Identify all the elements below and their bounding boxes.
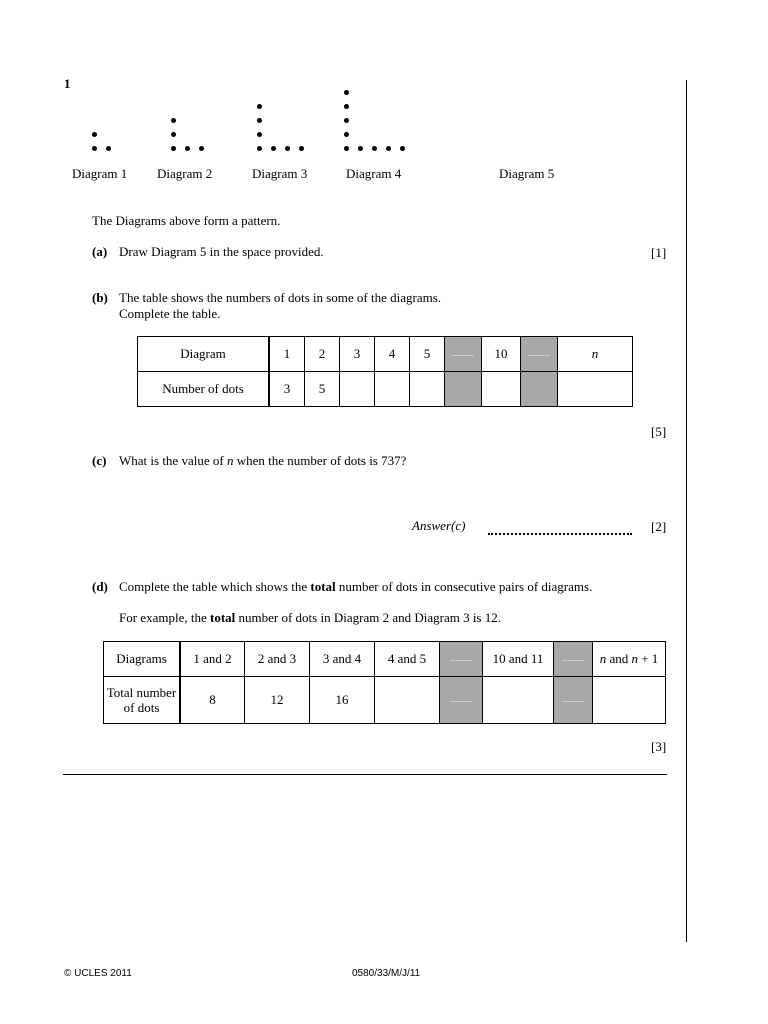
total-cell: 12 [245,677,310,724]
diagram-col: 10 [482,337,521,372]
part-a-text: Draw Diagram 5 in the space provided. [119,244,324,259]
footer-copyright: © UCLES 2011 [64,968,132,979]
question-number: 1 [64,76,71,91]
diagram-col-n: n [558,337,633,372]
table-header-number-of-dots: Number of dots [138,372,270,407]
diagram-5-label: Diagram 5 [499,166,555,181]
part-a-label: (a) [92,244,108,259]
pair-col-n: n and n + 1 [593,642,666,677]
part-a-marks: [1] [651,245,667,260]
answer-c-field[interactable] [488,530,632,535]
diagram-1-label: Diagram 1 [72,166,128,181]
table-header-total-dots: Total number of dots [104,677,181,724]
total-answer-cell[interactable] [483,677,554,724]
part-d-marks: [3] [651,739,667,754]
shaded-cell [521,372,558,407]
dots-cell: 3 [269,372,305,407]
part-d-text-2: For example, the total number of dots in Diagram 2 and Diagram 3 is 12. [119,610,501,625]
table-header-diagrams: Diagrams [104,642,181,677]
diagram-col: 1 [269,337,305,372]
pair-col: 4 and 5 [375,642,440,677]
total-answer-cell[interactable] [593,677,666,724]
pair-col: 3 and 4 [310,642,375,677]
part-d-label: (d) [92,579,108,594]
part-d-text-1: Complete the table which shows the total number of dots in consecutive pairs of diagrams. [119,579,593,594]
dots-answer-cell[interactable] [482,372,521,407]
diagram-col: 5 [410,337,445,372]
part-c-label: (c) [92,453,107,468]
totals-table [103,641,666,724]
section-divider [63,774,667,775]
diagram-col: 2 [305,337,340,372]
part-b-text-2: Complete the table. [119,306,221,321]
shaded-cell [554,642,593,677]
dots-cell: 5 [305,372,340,407]
total-cell: 16 [310,677,375,724]
shaded-cell [445,372,482,407]
answer-c-label: Answer(c) [412,518,466,533]
diagram-2-label: Diagram 2 [157,166,213,181]
shaded-cell [440,642,483,677]
diagram-col: 4 [375,337,410,372]
part-c-marks: [2] [651,519,667,534]
dots-answer-cell[interactable] [375,372,410,407]
dots-answer-cell[interactable] [340,372,375,407]
total-cell: 8 [180,677,245,724]
dots-answer-cell[interactable] [558,372,633,407]
pair-col: 2 and 3 [245,642,310,677]
right-margin-rule [686,80,687,942]
diagram-4-label: Diagram 4 [346,166,402,181]
dots-answer-cell[interactable] [410,372,445,407]
part-c-question: What is the value of n when the number of dots is 737? [119,453,407,468]
shaded-cell [521,337,558,372]
table-header-diagram: Diagram [138,337,270,372]
diagram-col: 3 [340,337,375,372]
total-answer-cell[interactable] [375,677,440,724]
pair-col: 10 and 11 [483,642,554,677]
dots-table [137,336,633,407]
diagram-5-drawing-space[interactable] [470,86,590,156]
footer-paper-code: 0580/33/M/J/11 [352,968,421,979]
shaded-cell [440,677,483,724]
shaded-cell [445,337,482,372]
part-b-marks: [5] [651,424,667,439]
intro-text: The Diagrams above form a pattern. [92,213,281,228]
pair-col: 1 and 2 [180,642,245,677]
part-b-label: (b) [92,290,108,305]
part-b-text-1: The table shows the numbers of dots in some of the diagrams. [119,290,442,305]
diagram-3-label: Diagram 3 [252,166,308,181]
shaded-cell [554,677,593,724]
